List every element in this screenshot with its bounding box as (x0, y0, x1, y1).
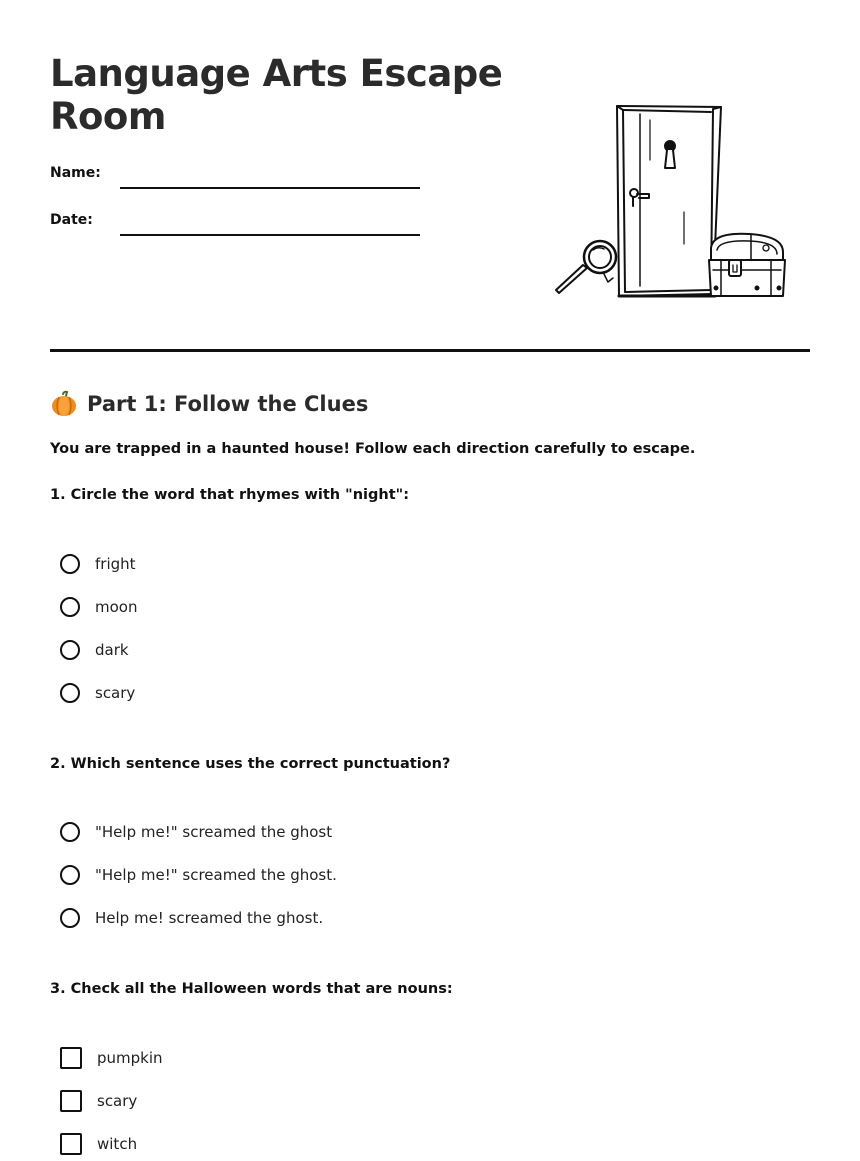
door-chest-magnifier-illustration (553, 100, 793, 305)
checkbox[interactable] (60, 1047, 82, 1069)
radio-button[interactable] (60, 597, 80, 617)
date-field[interactable] (50, 207, 420, 237)
option-label: dark (95, 641, 129, 659)
radio-button[interactable] (60, 908, 80, 928)
question-1-prompt: 1. Circle the word that rhymes with "night": (50, 487, 409, 503)
question-3-prompt: 3. Check all the Halloween words that are nouns: (50, 981, 453, 997)
checkbox[interactable] (60, 1133, 82, 1155)
radio-button[interactable] (60, 683, 80, 703)
option-label: Help me! screamed the ghost. (95, 909, 324, 927)
radio-button[interactable] (60, 640, 80, 660)
page-title: Language Arts Escape Room (50, 52, 503, 138)
section-title (50, 388, 368, 420)
radio-button[interactable] (60, 822, 80, 842)
name-label: Name: (50, 165, 101, 181)
option-label: moon (95, 598, 138, 616)
name-field[interactable] (50, 160, 420, 190)
q1-option-fright[interactable] (60, 551, 136, 577)
q2-option-c[interactable] (60, 905, 323, 931)
option-label: fright (95, 555, 136, 573)
checkbox[interactable] (60, 1090, 82, 1112)
option-label: scary (97, 1092, 138, 1110)
q1-option-moon[interactable] (60, 594, 137, 620)
option-label: scary (95, 684, 136, 702)
pumpkin-icon (50, 390, 78, 418)
name-line[interactable] (120, 187, 420, 189)
radio-button[interactable] (60, 554, 80, 574)
radio-button[interactable] (60, 865, 80, 885)
q1-option-scary[interactable] (60, 680, 135, 706)
q3-option-scary[interactable] (60, 1088, 137, 1114)
date-label: Date: (50, 212, 93, 228)
date-line[interactable] (120, 234, 420, 236)
q2-option-a[interactable] (60, 819, 332, 845)
question-2-prompt: 2. Which sentence uses the correct punctuation? (50, 756, 451, 772)
section-title-text: Part 1: Follow the Clues (87, 392, 369, 416)
intro-text: You are trapped in a haunted house! Follow each direction carefully to escape. (50, 441, 696, 457)
q1-option-dark[interactable] (60, 637, 129, 663)
q3-option-pumpkin[interactable] (60, 1045, 163, 1071)
header-divider (50, 349, 810, 352)
option-label: "Help me!" screamed the ghost. (95, 866, 337, 884)
option-label: "Help me!" screamed the ghost (95, 823, 333, 841)
option-label: witch (97, 1135, 138, 1153)
q2-option-b[interactable] (60, 862, 337, 888)
q3-option-witch[interactable] (60, 1131, 137, 1157)
option-label: pumpkin (97, 1049, 163, 1067)
